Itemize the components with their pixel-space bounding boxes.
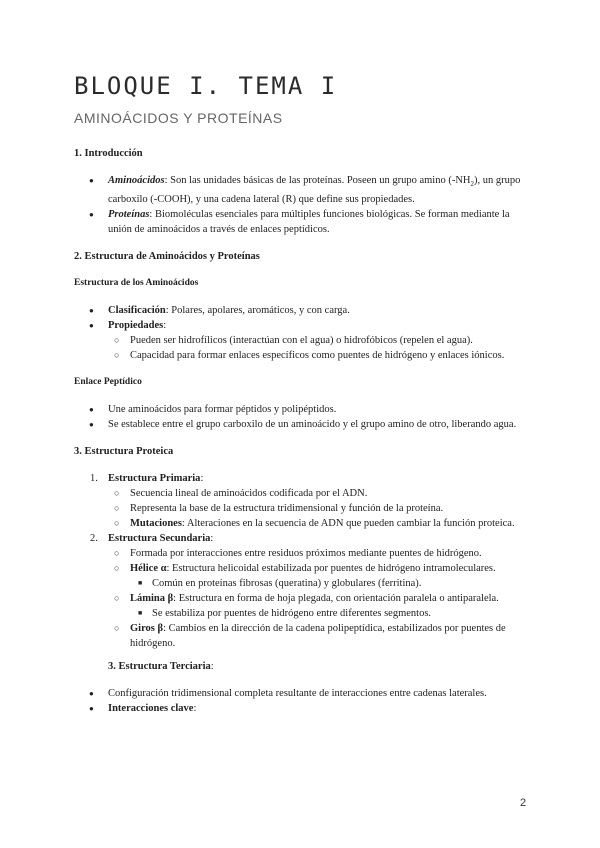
peptide-bond-list — [74, 402, 534, 432]
sheet-sublist — [130, 606, 534, 621]
list-item: ○ Capacidad para formar enlaces específicos como puentes de hidrógeno y enlaces iónicos. — [130, 348, 534, 363]
list-item-aminoacidos: ● Aminoácidos: Son las unidades básicas de las proteínas. Poseen un grupo amino $(-NH_2)$, un grupo carboxilo (-COOH), y una cadena lateral (R) que define sus propiedades. — [108, 173, 534, 207]
page-title: BLOQUE I. TEMA I — [74, 72, 338, 100]
list-item-proteinas: ● Proteínas: Biomoléculas esenciales para múltiples funciones biológicas. Se forman mediante la unión de aminoácidos a través de enlaces peptídicos. — [108, 207, 534, 237]
propiedades-sublist — [108, 333, 534, 363]
list-item: ○ Pueden ser hidrofílicos (interactúan con el agua) o hidrofóbicos (repelen el agua). — [130, 333, 534, 348]
protein-structure-list — [74, 471, 534, 651]
list-item-lamina-beta: ○ Lámina β: Estructura en forma de hoja plegada, con orientación paralela o antiparalela. ■ Se estabiliza por puentes de hidrógeno entre diferentes segmentos. — [130, 591, 534, 621]
list-item-estructura-primaria: 1. Estructura Primaria: ○ Secuencia lineal de aminoácidos codificada por el ADN. ○ Representa la base de la estructura tridimensional y función de la proteína. ○ Mutaciones: Alteraciones en la secuencia de ADN que pueden cambiar la función proteica. — [108, 471, 534, 531]
page-number: 2 — [520, 797, 527, 809]
list-item: ● Une aminoácidos para formar péptidos y polipéptidos. — [108, 402, 534, 417]
document-body — [74, 142, 534, 728]
section-heading-introduccion: 1. Introducción — [74, 148, 143, 159]
list-item-mutaciones: ○ Mutaciones: Alteraciones en la secuencia de ADN que pueden cambiar la función proteica. — [130, 516, 534, 531]
list-item: ● Se establece entre el grupo carboxilo de un aminoácido y el grupo amino de otro, liberando agua. — [108, 417, 534, 432]
list-item: ○ Representa la base de la estructura tridimensional y función de la proteína. — [130, 501, 534, 516]
list-item: ○ Formada por interacciones entre residuos próximos mediante puentes de hidrógeno. — [130, 546, 534, 561]
list-item-propiedades: ● Propiedades: ○ Pueden ser hidrofílicos (interactúan con el agua) o hidrofóbicos (repelen el agua). ○ Capacidad para formar enlaces específicos como puentes de hidrógeno y enlaces iónicos. — [108, 318, 534, 363]
secondary-sublist — [108, 546, 534, 651]
list-item-clasificacion: ● Clasificación: Polares, apolares, aromáticos, y con carga. — [108, 303, 534, 318]
list-item-interacciones-clave: ● Interacciones clave: — [108, 701, 534, 716]
section-heading-estructura-proteica: 3. Estructura Proteica — [74, 446, 174, 458]
list-item-estructura-secundaria: 2. Estructura Secundaria: ○ Formada por interacciones entre residuos próximos mediante puentes de hidrógeno. ○ Hélice α: Estructura helicoidal estabilizada por puentes de hidrógeno intramoleculares. ■ Común en proteínas fibrosas (queratina) y globulares (ferritina). ○ Lámina β: Estructura en forma de hoja plegada, con orientación paralela o antiparalela. ■ Se estabiliza por puentes de hidrógeno entre diferentes segmentos. ○ Giros β: Cambios en la dirección de la cadena polipeptídica, estabilizados por puentes de hidrógeno. — [108, 531, 534, 651]
section-heading-estructura: 2. Estructura de Aminoácidos y Proteínas — [74, 251, 260, 263]
subheading-enlace-peptidico: Enlace Peptídico — [74, 377, 142, 388]
list-item: ■ Se estabiliza por puentes de hidrógeno entre diferentes segmentos. — [152, 606, 534, 621]
list-item: ○ Secuencia lineal de aminoácidos codificada por el ADN. — [130, 486, 534, 501]
intro-list — [74, 173, 534, 237]
helix-sublist — [130, 576, 534, 591]
page-subtitle: AMINOÁCIDOS Y PROTEÍNAS — [74, 110, 283, 126]
list-item: ■ Común en proteínas fibrosas (queratina) y globulares (ferritina). — [152, 576, 534, 591]
primary-sublist — [108, 486, 534, 531]
tertiary-list — [74, 686, 534, 716]
list-item-helice-alfa: ○ Hélice α: Estructura helicoidal estabilizada por puentes de hidrógeno intramoleculares. ■ Común en proteínas fibrosas (queratina) y globulares (ferritina). — [130, 561, 534, 591]
subheading-estructura-terciaria: 3. Estructura Terciaria: — [108, 661, 214, 673]
subheading-estructura-aminoacidos: Estructura de los Aminoácidos — [74, 278, 199, 289]
list-item: ● Configuración tridimensional completa resultante de interacciones entre cadenas laterales. — [108, 686, 534, 701]
list-item-giros-beta: ○ Giros β: Cambios en la dirección de la cadena polipeptídica, estabilizados por puentes de hidrógeno. — [130, 621, 534, 651]
aminoacid-structure-list — [74, 303, 534, 363]
